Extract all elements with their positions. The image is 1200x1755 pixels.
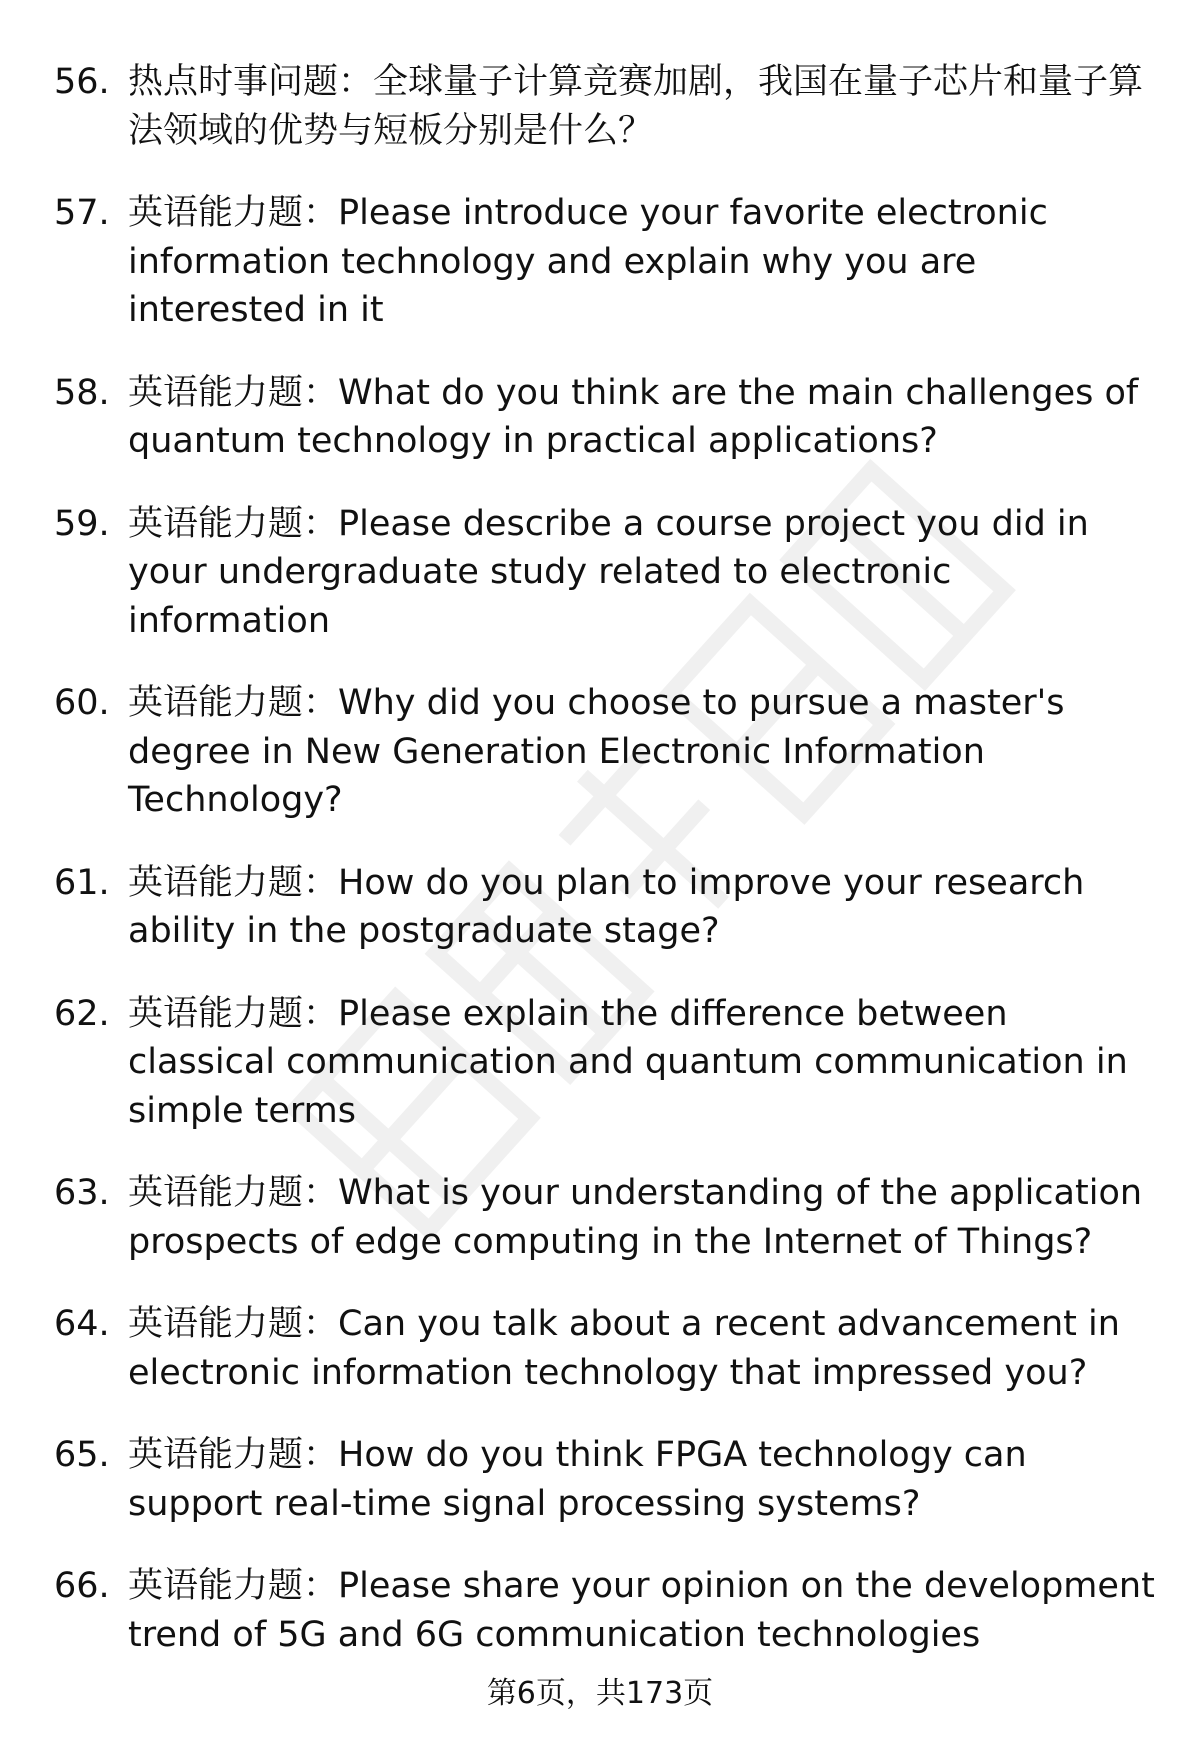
list-item — [54, 500, 1164, 646]
question-text: 英语能力题：Please describe a course project you did in your undergraduate study related to electronic information — [128, 503, 1089, 641]
question-number: 63. — [54, 1173, 110, 1213]
question-number: 58. — [54, 372, 110, 413]
list-item — [54, 1562, 1164, 1659]
question-text: 英语能力题：Please introduce your favorite electronic information technology and explain why you are interested in it — [128, 193, 1048, 330]
list-item — [54, 369, 1164, 466]
page-number: 第6页，共173页 — [486, 1676, 714, 1711]
question-text: 英语能力题：What do you think are the main challenges of quantum technology in practical applications? — [128, 372, 1139, 461]
question-text: 英语能力题：Please explain the difference between classical communication and quantum communication in simple terms — [128, 993, 1128, 1131]
question-number: 62. — [54, 993, 110, 1034]
question-text: 英语能力题：What is your understanding of the application prospects of edge computing in the Internet of Things? — [128, 1173, 1143, 1262]
list-item — [54, 990, 1164, 1136]
question-number: 56. — [54, 62, 110, 102]
question-list — [54, 58, 1164, 1693]
question-number: 64. — [54, 1304, 110, 1344]
question-text: 热点时事问题：全球量子计算竞赛加剧，我国在量子芯片和量子算法领域的优势与短板分别是什么？ — [128, 62, 1144, 151]
question-number: 66. — [54, 1566, 110, 1606]
list-item — [54, 1169, 1164, 1266]
question-text: 英语能力题：How do you plan to improve your research ability in the postgraduate stage? — [128, 862, 1085, 951]
list-item — [54, 859, 1164, 956]
list-item — [54, 1300, 1164, 1397]
list-item — [54, 679, 1164, 825]
list-item — [54, 58, 1164, 155]
question-number: 57. — [54, 193, 110, 233]
question-text: 英语能力题：How do you think FPGA technology can support real-time signal processing systems? — [128, 1435, 1027, 1524]
question-number: 65. — [54, 1435, 110, 1475]
question-number: 61. — [54, 862, 110, 903]
question-number: 60. — [54, 683, 110, 723]
question-number: 59. — [54, 503, 110, 544]
question-text: 英语能力题：Please share your opinion on the development trend of 5G and 6G communication technologies — [128, 1566, 1155, 1655]
list-item — [54, 189, 1164, 335]
question-text: 英语能力题：Why did you choose to pursue a master's degree in New Generation Electronic Information Technology? — [128, 683, 1065, 820]
list-item — [54, 1431, 1164, 1528]
question-text: 英语能力题：Can you talk about a recent advancement in electronic information technology that impressed you? — [128, 1304, 1120, 1393]
